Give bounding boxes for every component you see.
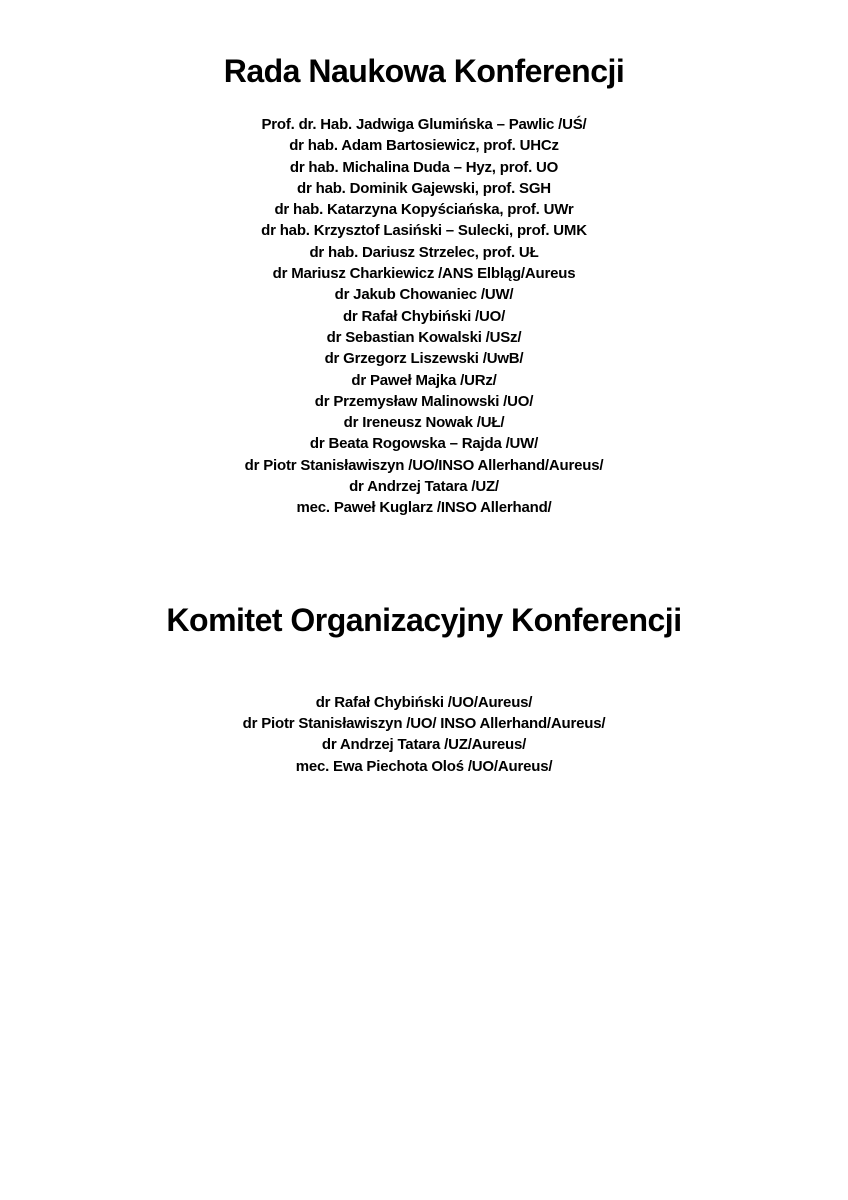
member-line: dr Sebastian Kowalski /USz/ <box>326 328 522 346</box>
member-line: mec. Paweł Kuglarz /INSO Allerhand/ <box>296 499 552 517</box>
scientific-council-title: Rada Naukowa Konferencji <box>223 53 625 89</box>
member-line: dr hab. Dominik Gajewski, prof. SGH <box>297 179 551 197</box>
member-line: mec. Ewa Piechota Oloś /UO/Aureus/ <box>295 757 553 775</box>
section-scientific-council <box>0 50 848 519</box>
member-line: dr hab. Adam Bartosiewicz, prof. UHCz <box>289 137 559 155</box>
member-line: dr hab. Dariusz Strzelec, prof. UŁ <box>309 243 539 261</box>
member-line: dr Jakub Chowaniec /UW/ <box>334 286 514 304</box>
member-line: dr Rafał Chybiński /UO/Aureus/ <box>315 693 533 711</box>
member-line: dr Paweł Majka /URz/ <box>351 371 497 389</box>
member-line: dr Ireneusz Nowak /UŁ/ <box>343 414 505 432</box>
member-line: dr Grzegorz Liszewski /UwB/ <box>324 350 524 368</box>
organizing-committee-member-list <box>0 692 848 777</box>
member-line: dr Beata Rogowska – Rajda /UW/ <box>309 435 539 453</box>
member-line: dr hab. Katarzyna Kopyściańska, prof. UWr <box>274 201 574 219</box>
organizing-committee-title: Komitet Organizacyjny Konferencji <box>166 601 682 638</box>
member-line: dr hab. Krzysztof Lasiński – Sulecki, prof. UMK <box>261 222 587 240</box>
member-line: dr Andrzej Tatara /UZ/ <box>349 478 499 496</box>
member-line: Prof. dr. Hab. Jadwiga Glumińska – Pawlic /UŚ/ <box>261 116 587 133</box>
member-line: dr Piotr Stanisławiszyn /UO/ INSO Allerhand/Aureus/ <box>242 714 606 732</box>
member-line: dr Piotr Stanisławiszyn /UO/INSO Allerhand/Aureus/ <box>244 456 604 474</box>
scientific-council-member-list <box>0 114 848 519</box>
member-line: dr Rafał Chybiński /UO/ <box>342 307 506 325</box>
member-line: dr Przemysław Malinowski /UO/ <box>314 392 534 410</box>
member-line: dr Andrzej Tatara /UZ/Aureus/ <box>321 736 527 754</box>
member-line: dr Mariusz Charkiewicz /ANS Elbląg/Aureus <box>272 265 576 283</box>
section-organizing-committee <box>0 599 848 777</box>
member-line: dr hab. Michalina Duda – Hyz, prof. UO <box>289 158 559 176</box>
